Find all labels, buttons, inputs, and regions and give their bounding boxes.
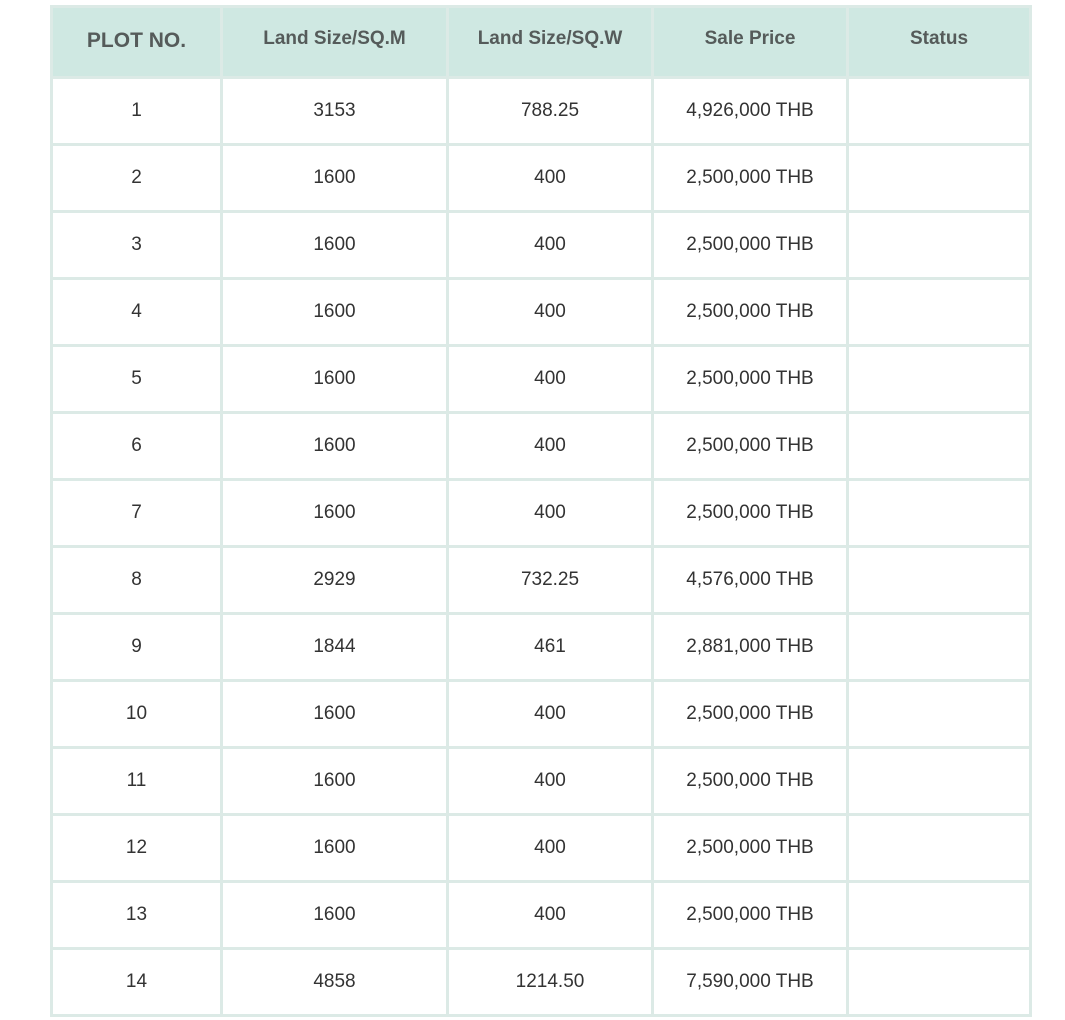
cell-sale-price: 2,500,000 THB bbox=[653, 413, 848, 480]
header-plot-no: PLOT NO. bbox=[52, 7, 222, 78]
cell-land-size-sqw: 400 bbox=[448, 748, 653, 815]
cell-land-size-sqw: 400 bbox=[448, 145, 653, 212]
cell-sale-price: 2,500,000 THB bbox=[653, 279, 848, 346]
cell-sale-price: 2,881,000 THB bbox=[653, 614, 848, 681]
cell-status bbox=[848, 279, 1031, 346]
cell-status bbox=[848, 212, 1031, 279]
cell-sale-price: 2,500,000 THB bbox=[653, 145, 848, 212]
cell-sale-price: 2,500,000 THB bbox=[653, 681, 848, 748]
cell-status bbox=[848, 748, 1031, 815]
cell-land-size-sqm: 1600 bbox=[222, 279, 448, 346]
cell-status bbox=[848, 145, 1031, 212]
table-body bbox=[52, 78, 1031, 1016]
cell-plot-no: 3 bbox=[52, 212, 222, 279]
cell-land-size-sqw: 461 bbox=[448, 614, 653, 681]
cell-land-size-sqw: 400 bbox=[448, 413, 653, 480]
cell-land-size-sqm: 1600 bbox=[222, 480, 448, 547]
cell-status bbox=[848, 78, 1031, 145]
cell-plot-no: 4 bbox=[52, 279, 222, 346]
cell-status bbox=[848, 882, 1031, 949]
table-row bbox=[52, 346, 1031, 413]
cell-plot-no: 13 bbox=[52, 882, 222, 949]
cell-plot-no: 14 bbox=[52, 949, 222, 1016]
table-row bbox=[52, 681, 1031, 748]
cell-land-size-sqw: 788.25 bbox=[448, 78, 653, 145]
cell-sale-price: 2,500,000 THB bbox=[653, 882, 848, 949]
cell-sale-price: 2,500,000 THB bbox=[653, 748, 848, 815]
table-row bbox=[52, 882, 1031, 949]
cell-sale-price: 2,500,000 THB bbox=[653, 212, 848, 279]
cell-land-size-sqm: 1600 bbox=[222, 145, 448, 212]
cell-plot-no: 11 bbox=[52, 748, 222, 815]
cell-plot-no: 10 bbox=[52, 681, 222, 748]
cell-sale-price: 2,500,000 THB bbox=[653, 346, 848, 413]
cell-plot-no: 1 bbox=[52, 78, 222, 145]
header-sale-price: Sale Price bbox=[653, 7, 848, 78]
cell-plot-no: 2 bbox=[52, 145, 222, 212]
header-land-size-sqm: Land Size/SQ.M bbox=[222, 7, 448, 78]
table-row bbox=[52, 145, 1031, 212]
cell-land-size-sqw: 400 bbox=[448, 279, 653, 346]
table-row bbox=[52, 547, 1031, 614]
cell-land-size-sqw: 400 bbox=[448, 815, 653, 882]
table-row bbox=[52, 949, 1031, 1016]
plot-price-table-wrapper bbox=[50, 5, 1032, 1017]
cell-land-size-sqw: 400 bbox=[448, 681, 653, 748]
table-row bbox=[52, 748, 1031, 815]
cell-status bbox=[848, 547, 1031, 614]
cell-plot-no: 5 bbox=[52, 346, 222, 413]
table-row bbox=[52, 413, 1031, 480]
cell-land-size-sqm: 1600 bbox=[222, 815, 448, 882]
cell-plot-no: 6 bbox=[52, 413, 222, 480]
cell-land-size-sqw: 732.25 bbox=[448, 547, 653, 614]
cell-land-size-sqw: 1214.50 bbox=[448, 949, 653, 1016]
header-land-size-sqw: Land Size/SQ.W bbox=[448, 7, 653, 78]
cell-status bbox=[848, 681, 1031, 748]
header-status: Status bbox=[848, 7, 1031, 78]
cell-land-size-sqw: 400 bbox=[448, 882, 653, 949]
cell-land-size-sqm: 1600 bbox=[222, 748, 448, 815]
plot-price-table bbox=[50, 5, 1032, 1017]
cell-land-size-sqm: 1844 bbox=[222, 614, 448, 681]
table-row bbox=[52, 815, 1031, 882]
cell-land-size-sqw: 400 bbox=[448, 212, 653, 279]
cell-plot-no: 9 bbox=[52, 614, 222, 681]
table-header bbox=[52, 7, 1031, 78]
cell-status bbox=[848, 815, 1031, 882]
cell-status bbox=[848, 413, 1031, 480]
table-row bbox=[52, 212, 1031, 279]
cell-land-size-sqm: 4858 bbox=[222, 949, 448, 1016]
table-row bbox=[52, 279, 1031, 346]
cell-status bbox=[848, 614, 1031, 681]
cell-land-size-sqm: 3153 bbox=[222, 78, 448, 145]
cell-land-size-sqm: 2929 bbox=[222, 547, 448, 614]
cell-land-size-sqm: 1600 bbox=[222, 882, 448, 949]
cell-plot-no: 12 bbox=[52, 815, 222, 882]
cell-status bbox=[848, 480, 1031, 547]
cell-sale-price: 2,500,000 THB bbox=[653, 480, 848, 547]
cell-sale-price: 4,576,000 THB bbox=[653, 547, 848, 614]
cell-sale-price: 7,590,000 THB bbox=[653, 949, 848, 1016]
cell-status bbox=[848, 346, 1031, 413]
cell-status bbox=[848, 949, 1031, 1016]
table-row bbox=[52, 614, 1031, 681]
cell-land-size-sqw: 400 bbox=[448, 480, 653, 547]
cell-land-size-sqm: 1600 bbox=[222, 681, 448, 748]
cell-land-size-sqw: 400 bbox=[448, 346, 653, 413]
cell-land-size-sqm: 1600 bbox=[222, 413, 448, 480]
table-row bbox=[52, 78, 1031, 145]
table-row bbox=[52, 480, 1031, 547]
cell-sale-price: 4,926,000 THB bbox=[653, 78, 848, 145]
header-row bbox=[52, 7, 1031, 78]
cell-land-size-sqm: 1600 bbox=[222, 346, 448, 413]
cell-plot-no: 8 bbox=[52, 547, 222, 614]
cell-land-size-sqm: 1600 bbox=[222, 212, 448, 279]
cell-sale-price: 2,500,000 THB bbox=[653, 815, 848, 882]
cell-plot-no: 7 bbox=[52, 480, 222, 547]
